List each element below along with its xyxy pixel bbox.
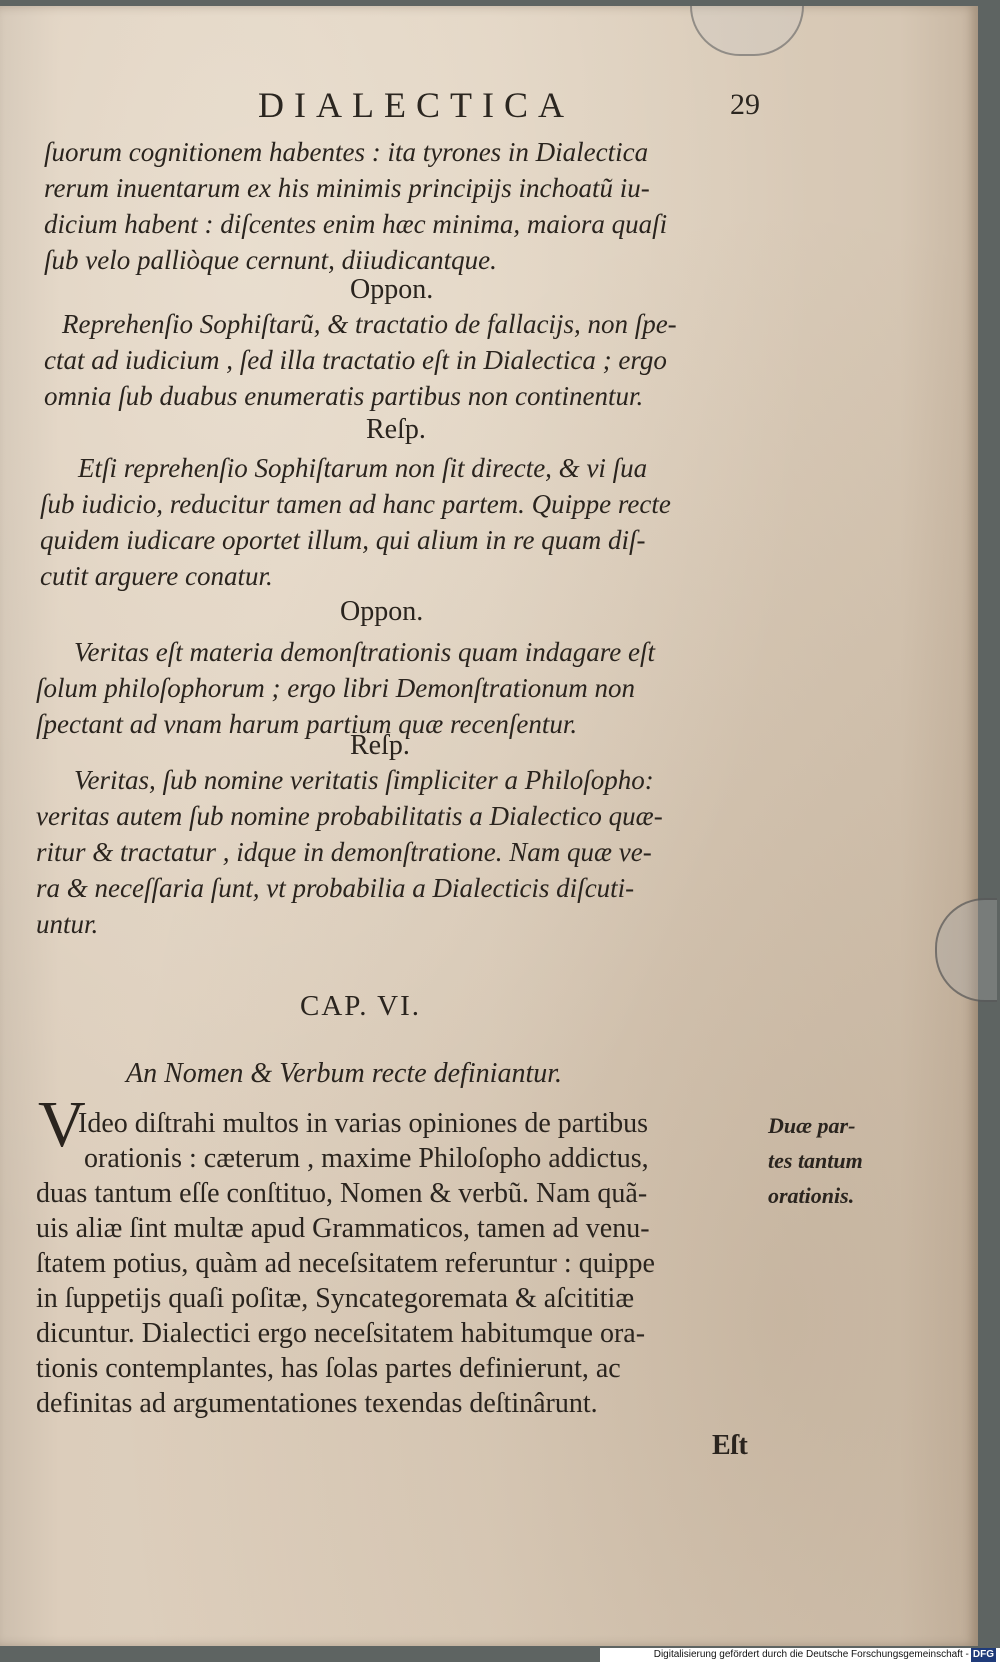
text-line: ſuorum cognitionem habentes : ita tyrones in Dialectica xyxy=(44,137,649,167)
text-line: veritas autem ſub nomine probabilitatis a Dialectico quæ- xyxy=(36,801,663,831)
drop-cap: V xyxy=(38,1088,86,1161)
text-line: cutit arguere conatur. xyxy=(40,561,273,591)
text-line: ſub velo palliòque cernunt, diiudicantque. xyxy=(44,245,497,275)
text-line: dicuntur. Dialectici ergo neceſsitatem habitumque ora- xyxy=(36,1318,646,1349)
text-line: dicium habent : diſcentes enim hæc minima, maiora quaſi xyxy=(44,209,668,239)
dfg-logo: DFG xyxy=(972,1649,994,1660)
section-label: Reſp. xyxy=(350,730,410,761)
marginal-note-line: Duæ par- xyxy=(768,1113,856,1138)
section-label: Oppon. xyxy=(350,274,434,305)
text-line: ritur & tractatur , idque in demonſtratione. Nam quæ ve- xyxy=(36,837,652,867)
text-line: uis aliæ ſint multæ apud Grammaticos, tamen ad venu- xyxy=(36,1213,650,1244)
running-head-title: DIALECTICA xyxy=(258,85,574,125)
text-line: Veritas, ſub nomine veritatis ſimpliciter a Philoſopho: xyxy=(74,765,654,795)
digitization-credit xyxy=(600,1648,1000,1662)
text-line: ſub iudicio, reducitur tamen ad hanc partem. Quippe recte xyxy=(40,489,671,519)
text-line: omnia ſub duabus enumeratis partibus non continentur. xyxy=(44,381,644,411)
text-line: ſpectant ad vnam harum partium quæ recenſentur. xyxy=(36,709,578,739)
text-line: ſolum philoſophorum ; ergo libri Demonſtrationum non xyxy=(36,673,635,703)
book-page xyxy=(0,6,978,1646)
marginal-note xyxy=(768,1108,863,1213)
chapter-subtitle: An Nomen & Verbum recte definiantur. xyxy=(126,1058,563,1089)
text-line: tionis contemplantes, has ſolas partes definierunt, ac xyxy=(36,1353,621,1384)
text-line: Etſi reprehenſio Sophiſtarum non ſit directe, & vi ſua xyxy=(78,453,648,483)
credit-text: Digitalisierung gefördert durch die Deutsche Forschungsgemeinschaft - xyxy=(653,1649,969,1660)
running-head xyxy=(0,84,978,134)
section-label: Oppon. xyxy=(340,596,424,627)
page-clip-top xyxy=(690,6,804,56)
text-line: Veritas eſt materia demonſtrationis quam indagare eſt xyxy=(74,637,655,667)
page-clip-right xyxy=(935,898,997,1002)
text-line: rerum inuentarum ex his minimis principijs inchoatũ iu- xyxy=(44,173,650,203)
text-line: duas tantum eſſe conſtituo, Nomen & verbũ. Nam quã- xyxy=(36,1178,648,1209)
text-line: quidem iudicare oportet illum, qui alium in re quam diſ- xyxy=(40,525,646,555)
chapter-heading: CAP. VI. xyxy=(300,990,422,1022)
text-line: untur. xyxy=(36,909,99,939)
text-line: ctat ad iudicium , ſed illa tractatio eſt in Dialectica ; ergo xyxy=(44,345,667,375)
page-number: 29 xyxy=(730,88,760,121)
section-label: Reſp. xyxy=(366,414,426,445)
text-line: definitas ad argumentationes texendas deſtinârunt. xyxy=(36,1388,598,1419)
text-line: orationis : cæterum , maxime Philoſopho addictus, xyxy=(84,1143,649,1174)
marginal-note-line: tes tantum xyxy=(768,1148,863,1173)
marginal-note-line: orationis. xyxy=(768,1183,855,1208)
catchword: Eſt xyxy=(712,1430,748,1461)
text-line: Reprehenſio Sophiſtarũ, & tractatio de fallacijs, non ſpe- xyxy=(62,309,677,339)
text-line: ſtatem potius, quàm ad neceſsitatem referuntur : quippe xyxy=(36,1248,655,1279)
text-line: in ſuppetijs quaſi poſitæ, Syncategoremata & aſcititiæ xyxy=(36,1283,635,1314)
text-line: ra & neceſſaria ſunt, vt probabilia a Dialecticis diſcuti- xyxy=(36,873,635,903)
text-line: Ideo diſtrahi multos in varias opiniones de partibus xyxy=(78,1108,649,1139)
